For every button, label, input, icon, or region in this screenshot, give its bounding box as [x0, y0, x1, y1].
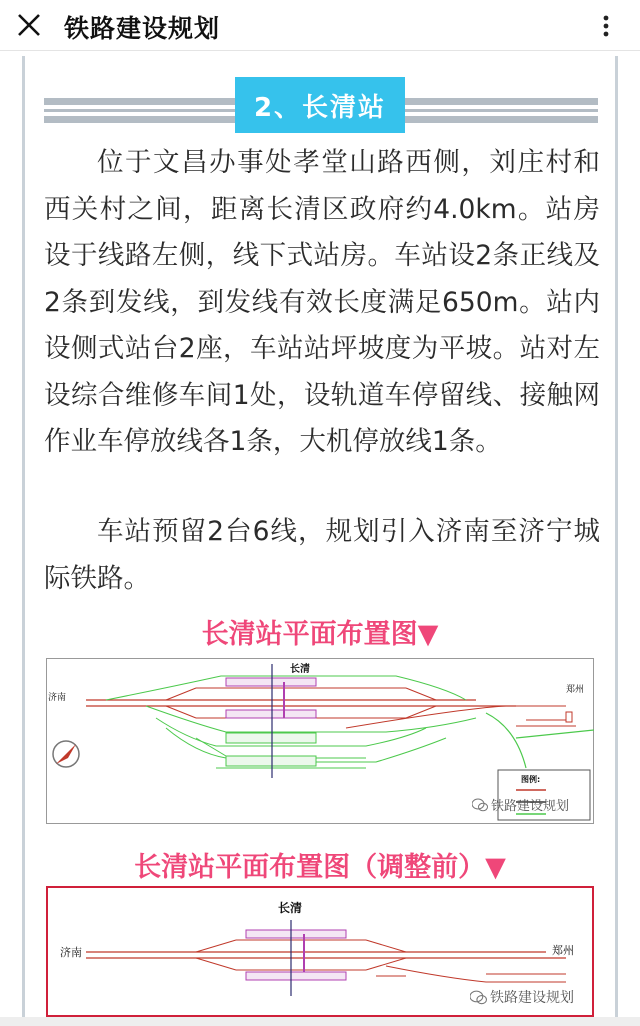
section-badge: 2、长清站	[235, 77, 405, 133]
right-terminus-label: 郑州	[552, 944, 574, 957]
wechat-icon	[470, 990, 487, 1005]
watermark-text: 铁路建设规划	[490, 990, 574, 1006]
right-terminus-label: 郑州	[566, 685, 585, 695]
page-title: 铁路建设规划	[64, 14, 221, 43]
bottom-strip	[0, 1017, 640, 1026]
left-terminus-label: 济南	[60, 946, 82, 959]
left-terminus-label: 济南	[48, 693, 67, 703]
station-label: 长清	[278, 901, 303, 915]
legend-title: 图例:	[521, 775, 541, 784]
top-bar	[0, 0, 640, 51]
station-label: 长清	[290, 664, 310, 675]
watermark	[472, 795, 569, 814]
more-vertical-icon[interactable]	[594, 14, 618, 38]
wechat-icon	[472, 798, 488, 812]
figure-caption: 长清站平面布置图▼	[201, 619, 439, 650]
figure-caption: 长清站平面布置图（调整前）▼	[134, 852, 506, 883]
watermark-text: 铁路建设规划	[491, 799, 570, 814]
body-paragraph: 位于文昌办事处孝堂山路西侧，刘庄村和西关村之间，距离长清区政府约4.0km。站房设于线路左侧，线下式站房。车站设2条正线及2条到发线，到发线有效长度满足650m。站内设侧式站台2座，车站站坪坡度为平坡。站对左设综合维修车间1处，设轨道车停留线、接触网作业车停放线各1条，大机停放线1条。	[44, 147, 600, 457]
body-paragraph: 车站预留2台6线，规划引入济南至济宁城际铁路。	[44, 516, 600, 594]
close-icon[interactable]	[14, 10, 44, 40]
watermark	[470, 987, 574, 1007]
